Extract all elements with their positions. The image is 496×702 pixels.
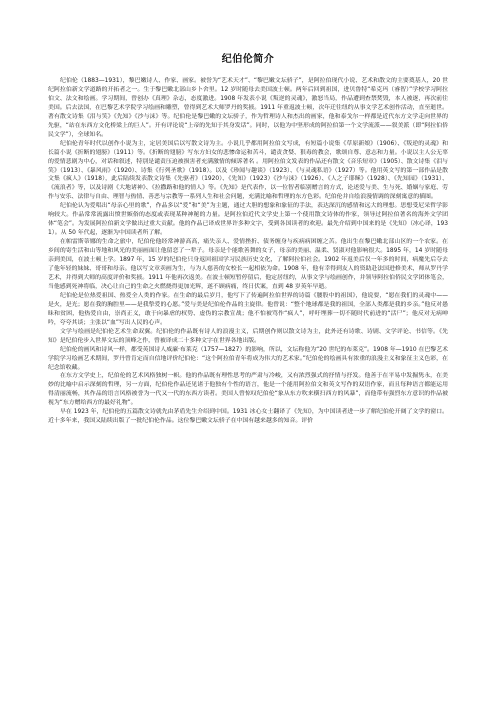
paragraph: 纪伯伦的画风和诗风一样，都受英国诗人威廉·布莱克（1757—1827）的影响，所以，文坛称他为“20 世纪的布莱克”。1908 年—1910 在巴黎艺术学院学习绘画艺术期间，罗丹曾肯定而自信地评价纪伯伦：“这个阿拉伯青年将成为伟大的艺术家。”纪伯伦的绘画具有浓重的浪漫主义和象征主义色彩，在纪念馆收藏。 xyxy=(48,346,448,371)
paragraph: 纪伯伦是位热爱祖国、热爱全人类的作家。在生命的最后岁月，他写下了传遍阿拉伯世界的诗篇《腰股中的祖国》，他说要，“愿在我们的灵魂中——是火，是光；愿在我的胸腔里——是我挚爱的心愿。”爱与美是纪伯伦作品的主旋律。他曾说：“整个地球都是我的祖国，全部人类都是我的乡亲。”他反对愚昧和贫困，他热爱自由，崇尚正义，敢于向暴虐的权势、虚伪的宗教宣战；他不怕被骂作“疯人”，呼吁埋葬一切不随时代前进的“活尸”；他反对无病呻吟，夸夸其谈；主张以“血”写出人民的心声。 xyxy=(48,292,448,326)
paragraph: 文学与绘画是纪伯伦艺术生命双翼。纪伯伦的作品既有诗人的浪漫主义，后期创作则以散文诗为主，此外还有诗歌、诗剧、文学评论、书信等。《先知》是纪伯伦步入世界文坛的顶峰之作，曾被译成二十多种文字在世界各地出版。 xyxy=(48,328,448,344)
paragraph: 早在 1923 年，纪伯伦的五篇散文诗就先由茅盾先生介绍到中国。1931 冰心女士翻译了《先知》，为中国读者进一步了解纪伯伦开阔了文学的窗口。近十多年来，我国又陆续出版了一批纪伯伦作品。这位黎巴嫩文坛骄子在中国有越来越多的知音。评价 xyxy=(48,409,448,425)
paragraph: 纪伯伦认为爱唱出“母亲心里的歌”，作品多以“爱”和“美”为主题，通过大胆的想象和象征的手法，表达深沉的感情和远大的理想。思想受尼采哲学影响较大。作品常常流露出愤世嫉俗的态度或表现某种神秘的力量。是阿拉伯近代文学史上第一个使用散文诗体的作家，领导过阿拉伯著名的海外文学团体“笔会”。为发展阿拉伯新文学做出过重大贡献。他的作品已译成世界许多种文字，受到各国读者的欢迎。最先介绍到中国来的是《先知》（冰心译，1931）。从 50 年代起，逐渐为中国读者所了解。 xyxy=(48,203,448,237)
body-text xyxy=(48,77,448,426)
paragraph: 在帕雷斯蒂娜的生命之旅中，纪伯伦他经常神游高高，痛失亲人、爱情挫折、债务缠身与疾病病困缠之苦。他出生在黎巴嫩北部山区的一个农家。在乡间的寄生活和山等地和风光的美丽画面让他留恋了一辈子。母亲是个能歌善舞的女子，母亲的美丽、温柔、贤淑对他影响很大。1895 年，14 岁时随母亲到美国，在波士顿上学。1897 年，15 岁的纪伯伦只身返回祖国学习民族历史文化，了解阿拉伯社会。1902 年返美后仅一年多的时间，病魔先后夺去了他年轻的妹妹、哥哥和母亲。他以写文章卖画为生，与为人慈善的女校长一起相依为命。1908 年，他有幸得到友人的资助赴法国进修美术，师从罗丹学艺术，并得到大师的高度评价和奖掖。1911 年他再次返美。在波士顿短暂停留后，他定居纽约，从事文学与绘画创作，并领导阿拉伯侨民文学团体笔会，当他感到死神将临，决心让自己的生命之火燃烧得更加光辉，遂不顾病痛，终日伏案，直到 48 岁英年早逝。 xyxy=(48,239,448,290)
paragraph: 纪伯伦（1883—1931），黎巴嫩诗人、作家、画家。被誉为“艺术天才”、“黎巴嫩文坛骄子”，是阿拉伯现代小说、艺术和散文的主要奠基人，20 世纪阿拉伯新文学道路的开拓者之一。生于黎巴嫩北部山乡卜舍里。12 岁时随母去美国波士顿。两年后回到祖国，进贝鲁特“希克玛（睿智）”学校学习阿拉伯文、法文和绘画。学习期间，曾创办《真理》杂志，态度激进。1908 年发表小说《叛逆的灵魂》，激怒当局，作品遭到查禁焚毁，本人被逐，再次前往美国。后去法国，在巴黎艺术学院学习绘画和雕塑，曾得到艺术大师罗丹的奖掖。1911 年重返波士顿，次年迁往纽约从事文学艺术创作活动，直至逝世。著有散文诗集《泪与笑》《先知》《沙与沫》等。纪伯伦是黎巴嫩的文坛骄子，作为哲理诗人和杰出的画家，他和泰戈尔一样都是近代东方文学走向世界的先驱，“站在东西方文化桥梁上的巨人”。开有评论说“上帝的先知于其身发话”。同时，以他为中坚形成的阿拉伯第一个文学流派——叙美派（即“阿拉伯侨民文学”），全球知名。 xyxy=(48,78,448,138)
paragraph: 纪伯伦青年时代以创作小说为主，定居美国后以写散文诗为主。小说几乎都用阿拉伯文写成，有短篇小说集《草原新娘》（1906）、《叛逆的灵魂》和长篇小说《折断的翅膀》（1911）等。《折断的翅膀》写东方妇女的悲惨命运和苦斗，谴责贪婪、狠毒的教会，歌颂自尊、意志和力量。小说以主人公无辜的爱情悲剧为中心，对话和叙述，特别是谴责压迫被损害者充满激情的倾诉著名 。用阿拉伯文发表的作品还有散文《音乐短章》（1905）、散文诗集《泪与笑》（1913）、《暴风雨》（1920）、诗集《行列圣歌》（1918）。以及《珍闻与趣谈》（1923）、《与灵魂私语》（1927）等。他用英文写的第一部作品是散文集《疯人》（1918），此后陆续发表散文诗集《先驱者》（1920）、《先知》（1923）《沙与沫》（1926）、《人之子耶稣》（1928）、《先知园》（1931）、《流浪者》等，以及诗剧《大地诸神》、《拉撒路和他的情人》等。《先知》是代表作，以一位智者临别赠言的方式，论述爱与美、生与死、婚姻与家庭、劳作与安乐、法律与自由、理智与热情、善恶与宗教等一系列人生和社会问题，充满比喻和哲理的东方色彩。纪伯伦并自绘浪漫情调的深刻寓意的插图。 xyxy=(48,140,448,201)
page-title: 纪伯伦简介 xyxy=(221,54,275,65)
paragraph: 在东方文学史上，纪伯伦的艺术风格独树一帜。他的作品既有理性思考的严肃与冷峻，又有浓烈强式的抒情与抒发。他善于在平易中发掘隽永，在美妙的比喻中启示深刻的哲理，另一方面，纪伯伦作品还见诸于他独有个性的语言，他是一个能用阿拉伯文和英文写作的双语作家，而且每种语言都能运用得清丽流畅，其作品的语言风格被誉为一代又一代的东西方读者。美国人曾惊叹纪伯伦“象从东方吹来横扫西方的风暴”，而他带有强烈东方意识的作品被视为“东方赠给西方的最好礼物”。 xyxy=(48,373,448,407)
